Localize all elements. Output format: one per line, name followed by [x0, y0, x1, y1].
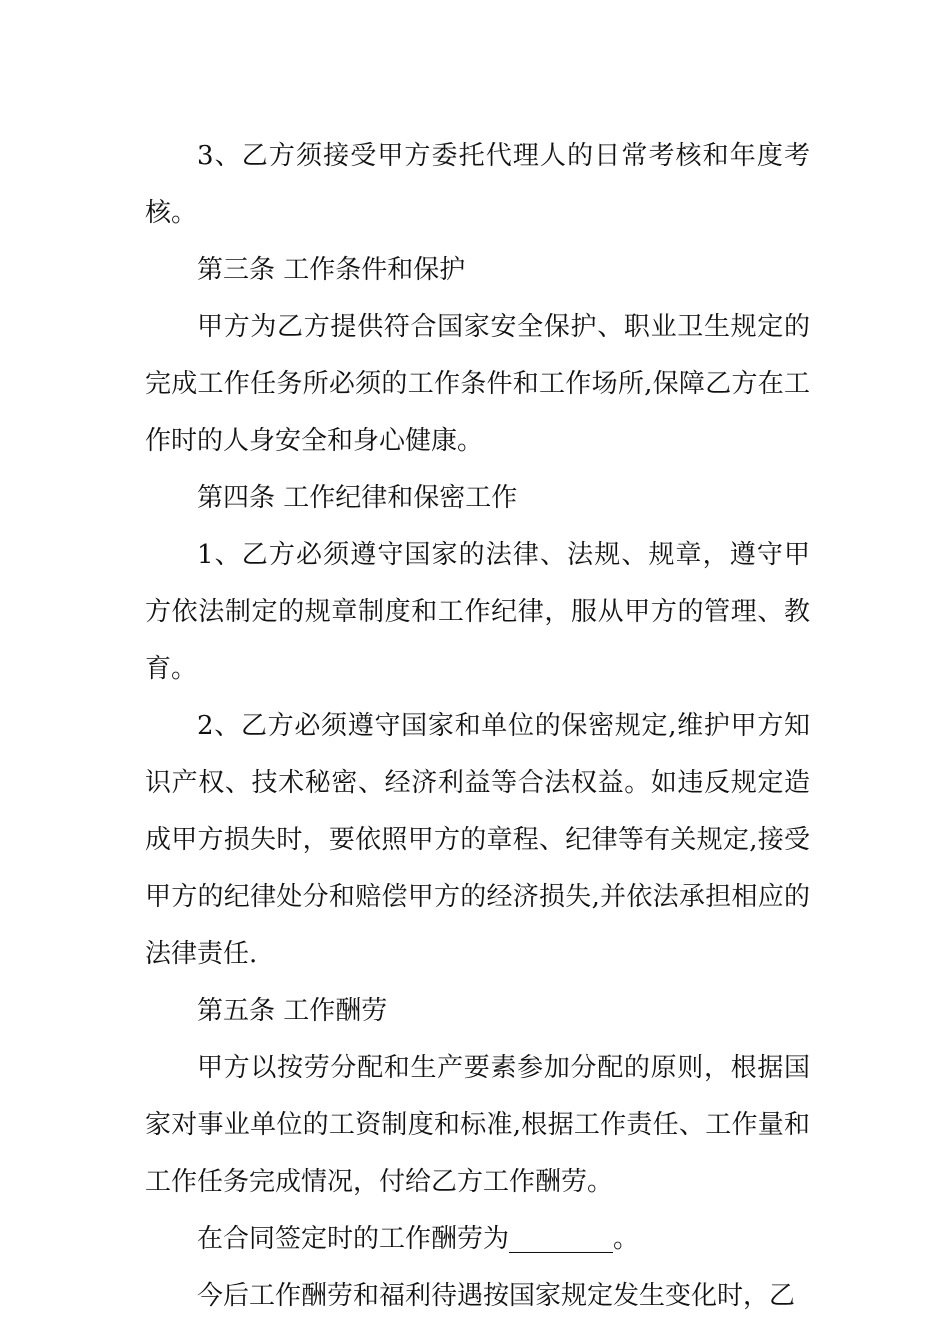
future-salary-changes: 今后工作酬劳和福利待遇按国家规定发生变化时，乙 — [197, 1281, 796, 1311]
article-4-heading: 第四条 工作纪律和保密工作 — [197, 483, 518, 513]
article-4-clause-2: 2、乙方必须遵守国家和单位的保密规定,维护甲方知识产权、技术秘密、经济利益等合法权益。如违反规定造成甲方损失时，要依照甲方的章程、纪律等有关规定,接受甲方的纪律处分和赔偿甲方的经济损失,并依法承担相应的法律责任. — [145, 711, 810, 969]
salary-at-signing: 在合同签定时的工作酬劳为________。 — [197, 1224, 640, 1254]
article-5-body: 甲方以按劳分配和生产要素参加分配的原则，根据国家对事业单位的工资制度和标准,根据工作责任、工作量和工作任务完成情况，付给乙方工作酬劳。 — [145, 1053, 810, 1197]
article-3-body: 甲方为乙方提供符合国家安全保护、职业卫生规定的完成工作任务所必须的工作条件和工作场所,保障乙方在工作时的人身安全和身心健康。 — [145, 312, 810, 456]
clause-3-assessment: 3、乙方须接受甲方委托代理人的日常考核和年度考核。 — [145, 141, 810, 228]
article-4-clause-1: 1、乙方必须遵守国家的法律、法规、规章，遵守甲方依法制定的规章制度和工作纪律，服从甲方的管理、教育。 — [145, 540, 810, 684]
article-5-heading: 第五条 工作酬劳 — [197, 996, 388, 1026]
article-3-heading: 第三条 工作条件和保护 — [197, 255, 466, 285]
document-body — [145, 128, 810, 1325]
